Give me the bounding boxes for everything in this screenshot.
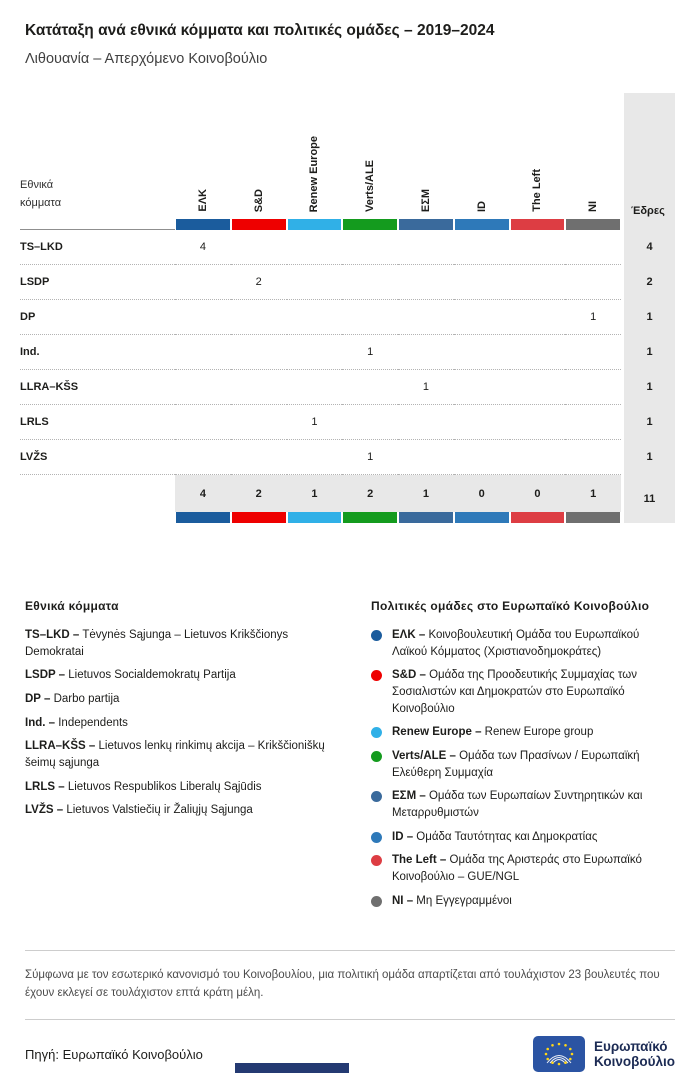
group-legend-item — [371, 667, 675, 717]
seat-value-cell — [510, 265, 566, 300]
group-total-value: 2 — [231, 475, 287, 512]
party-abbr: LLRA–KŠS – — [25, 740, 96, 753]
seat-value-cell — [454, 440, 510, 475]
group-column-header — [175, 93, 231, 230]
group-column-header — [342, 93, 398, 230]
party-legend-item — [25, 627, 347, 660]
group-legend-item — [371, 724, 675, 741]
group-color-dot — [371, 630, 382, 641]
seat-value-cell — [287, 300, 343, 335]
group-total-cell — [454, 475, 510, 523]
divider-top — [25, 950, 675, 951]
group-total-cell — [287, 475, 343, 523]
seat-value-cell — [565, 405, 621, 440]
parties-legend — [25, 599, 347, 916]
group-total-cell — [175, 475, 231, 523]
ep-emblem-icon — [533, 1036, 585, 1072]
group-abbr: ΕΛΚ – — [392, 629, 426, 641]
party-legend-item — [25, 802, 347, 819]
seat-value-cell: 1 — [565, 300, 621, 335]
group-abbr: NI – — [392, 894, 414, 907]
group-abbr: ΕΣΜ – — [392, 790, 426, 803]
seat-value-cell — [342, 405, 398, 440]
group-label: ΕΛΚ — [196, 189, 209, 212]
seat-value-cell — [398, 405, 454, 440]
group-abbr: S&D – — [392, 669, 426, 682]
group-legend-item — [371, 893, 675, 910]
party-fullname: Lietuvos Socialdemokratų Partija — [68, 669, 236, 682]
group-total-cell — [565, 475, 621, 523]
seat-value-cell — [565, 370, 621, 405]
groups-legend-list — [371, 627, 675, 909]
party-legend-item — [25, 691, 347, 708]
group-color-bar — [455, 219, 509, 230]
seat-value-cell: 1 — [398, 370, 454, 405]
seat-value-cell — [175, 405, 231, 440]
seat-value-cell — [510, 335, 566, 370]
party-fullname: Darbo partija — [53, 693, 120, 706]
seat-value-cell — [175, 265, 231, 300]
table-row — [20, 265, 675, 300]
group-total-value: 4 — [175, 475, 231, 512]
group-column-header — [565, 93, 621, 230]
seat-value-cell — [398, 300, 454, 335]
party-abbr: LRLS – — [25, 780, 65, 793]
group-label: ΕΣΜ — [419, 188, 432, 212]
row-seats-total: 1 — [624, 335, 675, 370]
seat-value-cell: 2 — [231, 265, 287, 300]
ep-logo-line2: Κοινοβούλιο — [593, 1054, 675, 1070]
row-seats-total: 4 — [624, 230, 675, 265]
party-name: TS–LKD — [20, 230, 175, 265]
totals-groups — [175, 475, 621, 523]
european-parliament-logo — [533, 1036, 675, 1072]
group-legend-item — [371, 852, 675, 885]
table-row — [20, 370, 675, 405]
party-abbr: DP – — [25, 693, 51, 706]
seat-value-cell: 4 — [175, 230, 231, 265]
seat-value-cell — [231, 300, 287, 335]
group-column-header — [454, 93, 510, 230]
ep-logo-text — [594, 1039, 675, 1070]
page-title: Κατάταξη ανά εθνικά κόμματα και πολιτικές ομάδες – 2019–2024 — [25, 22, 495, 39]
seat-value-cell — [231, 440, 287, 475]
party-legend-item — [25, 779, 347, 796]
group-color-dot — [371, 896, 382, 907]
group-color-dot — [371, 670, 382, 681]
totals-label-spacer — [20, 475, 175, 523]
group-color-bar — [343, 512, 397, 523]
seat-value-cell — [565, 230, 621, 265]
group-color-bar — [399, 219, 453, 230]
party-name: DP — [20, 300, 175, 335]
party-legend-item — [25, 715, 347, 732]
seat-value-cell — [175, 370, 231, 405]
group-color-bar — [566, 219, 620, 230]
seat-value-cell — [398, 335, 454, 370]
seat-value-cell — [398, 265, 454, 300]
party-fullname: Lietuvos Valstiečių ir Žaliųjų Sąjunga — [66, 804, 253, 817]
seat-value-cell — [231, 370, 287, 405]
party-legend-item — [25, 738, 347, 771]
seat-value-cell — [231, 335, 287, 370]
source-text: Πηγή: Ευρωπαϊκό Κοινοβούλιο — [25, 1046, 203, 1062]
seat-value-cell — [175, 440, 231, 475]
group-color-bar — [176, 512, 230, 523]
parties-legend-title: Εθνικά κόμματα — [25, 599, 119, 613]
seat-value-cell — [510, 300, 566, 335]
legend — [25, 599, 675, 916]
seat-value-cell — [454, 230, 510, 265]
total-seats-value: 11 — [624, 475, 675, 523]
group-description: ΕΛΚ – Κοινοβουλευτική Ομάδα του Ευρωπαϊκού Λαϊκού Κόμματος (Χριστιανοδημοκράτες) — [392, 629, 640, 658]
seats-table — [20, 93, 675, 523]
group-color-dot — [371, 727, 382, 738]
table-row — [20, 230, 675, 265]
groups-legend — [371, 599, 675, 916]
group-label: NI — [587, 201, 600, 212]
party-fullname: Lietuvos Respublikos Liberalų Sąjūdis — [67, 780, 262, 793]
seat-value-cell — [510, 405, 566, 440]
group-label: Renew Europe — [308, 135, 321, 212]
party-name: LRLS — [20, 405, 175, 440]
group-color-bar — [511, 219, 565, 230]
seat-value-cell — [454, 370, 510, 405]
party-name: Ind. — [20, 335, 175, 370]
party-abbr: TS–LKD – — [25, 629, 80, 641]
table-row — [20, 300, 675, 335]
group-abbr: Verts/ALE – — [392, 750, 456, 763]
group-label: S&D — [252, 188, 265, 212]
seat-value-cell — [565, 265, 621, 300]
group-label: ID — [475, 201, 488, 212]
group-description: ΕΣΜ – Ομάδα των Ευρωπαίων Συντηρητικών και Μεταρρυθμιστών — [392, 790, 643, 820]
cropped-bottom-element — [235, 1063, 349, 1073]
totals-row — [20, 475, 675, 523]
groups-legend-title: Πολιτικές ομάδες στο Ευρωπαϊκό Κοινοβούλιο — [371, 599, 650, 613]
group-legend-item — [371, 627, 675, 660]
group-legend-item — [371, 829, 675, 846]
footer — [25, 1036, 675, 1072]
party-fullname: Lietuvos lenkų rinkimų akcija – Krikščioniškų šeimų sąjunga — [25, 740, 325, 770]
group-abbr: The Left – — [392, 854, 447, 867]
party-name: LSDP — [20, 265, 175, 300]
divider-bottom — [25, 1019, 675, 1020]
seat-value-cell — [342, 370, 398, 405]
group-total-value: 1 — [398, 475, 454, 512]
group-color-bar — [176, 219, 230, 230]
group-description: NI – Μη Εγγεγραμμένοι — [392, 894, 512, 907]
group-abbr: Renew Europe – — [392, 726, 482, 739]
group-legend-item — [371, 748, 675, 781]
party-abbr: LVŽS – — [25, 804, 64, 817]
seat-value-cell — [454, 335, 510, 370]
seat-value-cell — [175, 335, 231, 370]
party-abbr: Ind. – — [25, 716, 56, 729]
group-color-bar — [288, 512, 342, 523]
row-header-line1: Εθνικά — [20, 178, 54, 191]
group-description: ID – Ομάδα Ταυτότητας και Δημοκρατίας — [392, 830, 598, 843]
row-header-line2: κόμματα — [20, 197, 62, 210]
seat-value-cell — [287, 440, 343, 475]
group-total-cell — [398, 475, 454, 523]
seats-column-header: Έδρες — [624, 93, 675, 230]
seat-value-cell — [565, 440, 621, 475]
seat-value-cell — [454, 300, 510, 335]
seat-value-cell: 1 — [342, 440, 398, 475]
group-total-value: 2 — [342, 475, 398, 512]
seat-value-cell — [342, 300, 398, 335]
row-seats-total: 1 — [624, 370, 675, 405]
footnote-text: Σύμφωνα με τον εσωτερικό κανονισμό του Κοινοβουλίου, μια πολιτική ομάδα απαρτίζεται από τουλάχιστον 23 βουλευτές που έχουν εκλεγεί σε τουλάχιστον επτά κράτη μέλη. — [25, 969, 660, 1000]
seat-value-cell: 1 — [342, 335, 398, 370]
party-fullname: Tėvynės Sąjunga – Lietuvos Krikščionys Demokratai — [25, 629, 289, 658]
group-total-cell — [510, 475, 566, 523]
party-name: LVŽS — [20, 440, 175, 475]
group-color-bar — [455, 512, 509, 523]
party-fullname: Independents — [58, 716, 128, 729]
group-total-cell — [231, 475, 287, 523]
parties-legend-list — [25, 627, 347, 819]
row-seats-total: 1 — [624, 300, 675, 335]
seat-value-cell — [342, 230, 398, 265]
seat-value-cell — [454, 265, 510, 300]
group-color-bar — [232, 219, 286, 230]
group-color-dot — [371, 751, 382, 762]
ep-logo-line1: Ευρωπαϊκό — [593, 1038, 668, 1054]
seat-value-cell — [398, 440, 454, 475]
seat-value-cell — [287, 230, 343, 265]
seat-value-cell — [342, 265, 398, 300]
party-name: LLRA–KŠS — [20, 370, 175, 405]
seat-value-cell — [565, 335, 621, 370]
group-abbr: ID – — [392, 830, 414, 843]
group-column-header — [231, 93, 287, 230]
seat-value-cell — [287, 335, 343, 370]
seat-value-cell — [510, 230, 566, 265]
party-abbr: LSDP – — [25, 669, 66, 682]
seat-value-cell: 1 — [287, 405, 343, 440]
table-row — [20, 335, 675, 370]
group-color-dot — [371, 832, 382, 843]
group-total-cell — [342, 475, 398, 523]
seat-value-cell — [398, 230, 454, 265]
seat-value-cell — [287, 370, 343, 405]
group-label: Verts/ALE — [364, 160, 377, 212]
row-seats-total: 1 — [624, 405, 675, 440]
row-seats-total: 1 — [624, 440, 675, 475]
group-color-bar — [399, 512, 453, 523]
seat-value-cell — [231, 230, 287, 265]
table-row — [20, 405, 675, 440]
seat-value-cell — [454, 405, 510, 440]
group-total-value: 0 — [454, 475, 510, 512]
group-description: The Left – Ομάδα της Αριστεράς στο Ευρωπαϊκό Κοινοβούλιο – GUE/NGL — [392, 854, 642, 884]
page-subtitle: Λιθουανία – Απερχόμενο Κοινοβούλιο — [25, 51, 268, 67]
group-description: S&D – Ομάδα της Προοδευτικής Συμμαχίας των Σοσιαλιστών και Δημοκρατών στο Ευρωπαϊκό Κοινοβούλιο — [392, 669, 638, 715]
group-color-bar — [343, 219, 397, 230]
group-column-header — [510, 93, 566, 230]
group-total-value: 1 — [565, 475, 621, 512]
group-color-bar — [288, 219, 342, 230]
row-seats-total: 2 — [624, 265, 675, 300]
group-color-dot — [371, 791, 382, 802]
group-headers — [175, 93, 621, 230]
seat-value-cell — [510, 370, 566, 405]
group-description: Renew Europe – Renew Europe group — [392, 726, 594, 739]
group-color-bar — [232, 512, 286, 523]
party-legend-item — [25, 667, 347, 684]
group-color-bar — [511, 512, 565, 523]
seat-value-cell — [510, 440, 566, 475]
group-label: The Left — [531, 169, 544, 212]
group-total-value: 0 — [510, 475, 566, 512]
row-header-label — [20, 93, 175, 230]
group-legend-item — [371, 788, 675, 821]
group-color-bar — [566, 512, 620, 523]
table-header-row — [20, 93, 675, 230]
seat-value-cell — [287, 265, 343, 300]
group-description: Verts/ALE – Ομάδα των Πρασίνων / Ευρωπαϊκή Ελεύθερη Συμμαχία — [392, 750, 640, 779]
table-row — [20, 440, 675, 475]
seat-value-cell — [231, 405, 287, 440]
group-color-dot — [371, 855, 382, 866]
table-body — [20, 230, 675, 475]
group-total-value: 1 — [287, 475, 343, 512]
seat-value-cell — [175, 300, 231, 335]
group-column-header — [398, 93, 454, 230]
group-column-header — [287, 93, 343, 230]
